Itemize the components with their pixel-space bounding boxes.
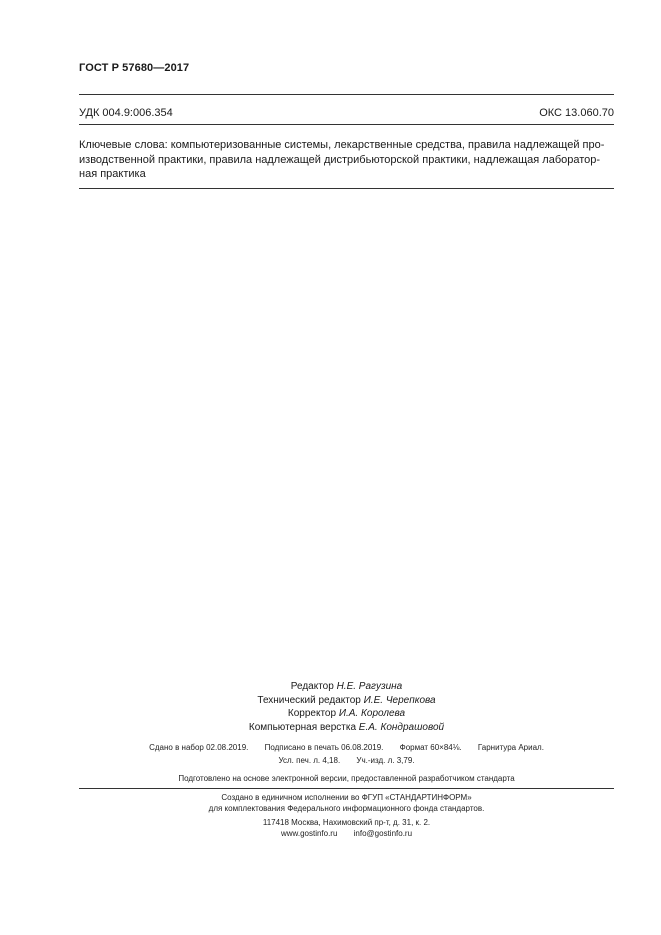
top-divider — [79, 94, 614, 95]
signed-date: Подписано в печать 06.08.2019. — [264, 743, 384, 752]
keywords-block — [79, 138, 614, 182]
publication-info-row1 — [79, 743, 614, 752]
keywords-line: изводственной практики, правила надлежащей дистрибьюторской практики, надлежащая лаборатор- — [79, 153, 601, 166]
publisher-line2: для комплектования Федерального информационного фонда стандартов. — [208, 804, 485, 813]
udk-code: УДК 004.9:006.354 — [79, 107, 173, 119]
paper-format: Формат 60×84⅛. — [399, 743, 462, 752]
typeset-date: Сдано в набор 02.08.2019. — [149, 743, 249, 752]
keywords-divider — [79, 188, 614, 189]
standard-number: ГОСТ Р 57680—2017 — [79, 62, 190, 74]
publication-info-row2 — [79, 756, 614, 765]
print-sheets: Усл. печ. л. 4,18. — [278, 756, 341, 765]
credit-proofreader — [79, 707, 614, 721]
publisher-address: 117418 Москва, Нахимовский пр-т, д. 31, к. 2. — [262, 818, 431, 827]
keywords-line: Ключевые слова: компьютеризованные системы, лекарственные средства, правила надлежащей про- — [79, 139, 605, 151]
credit-name: И.Е. Черепкова — [363, 694, 436, 706]
publisher-divider — [79, 788, 614, 789]
credit-role: Редактор — [290, 681, 334, 692]
credit-name: Е.А. Кондрашовой — [358, 721, 445, 733]
publisher-sheets: Уч.-изд. л. 3,79. — [356, 756, 415, 765]
credit-layout — [79, 721, 614, 735]
credit-role: Компьютерная верстка — [248, 721, 357, 733]
credits-block — [79, 680, 614, 734]
credit-tech-editor — [79, 694, 614, 708]
email-link[interactable]: info@gostinfo.ru — [353, 829, 413, 838]
typeface: Гарнитура Ариал. — [477, 743, 544, 752]
oks-code: ОКС 13.060.70 — [539, 107, 614, 119]
keywords-line: ная практика — [79, 168, 146, 180]
publisher-contacts — [79, 829, 614, 838]
credit-name: Н.Е. Рагузина — [336, 681, 403, 692]
publisher-line1: Создано в единичном исполнении во ФГУП «СТАНДАРТИНФОРМ» — [221, 793, 472, 802]
credit-role: Корректор — [287, 708, 337, 719]
classification-divider — [79, 124, 614, 125]
credit-role: Технический редактор — [257, 694, 361, 706]
website-link[interactable]: www.gostinfo.ru — [280, 829, 338, 838]
credit-name: И.А. Королева — [338, 708, 406, 719]
credit-editor — [79, 680, 614, 694]
prepared-note: Подготовлено на основе электронной версии, предоставленной разработчиком стандарта — [178, 774, 515, 783]
